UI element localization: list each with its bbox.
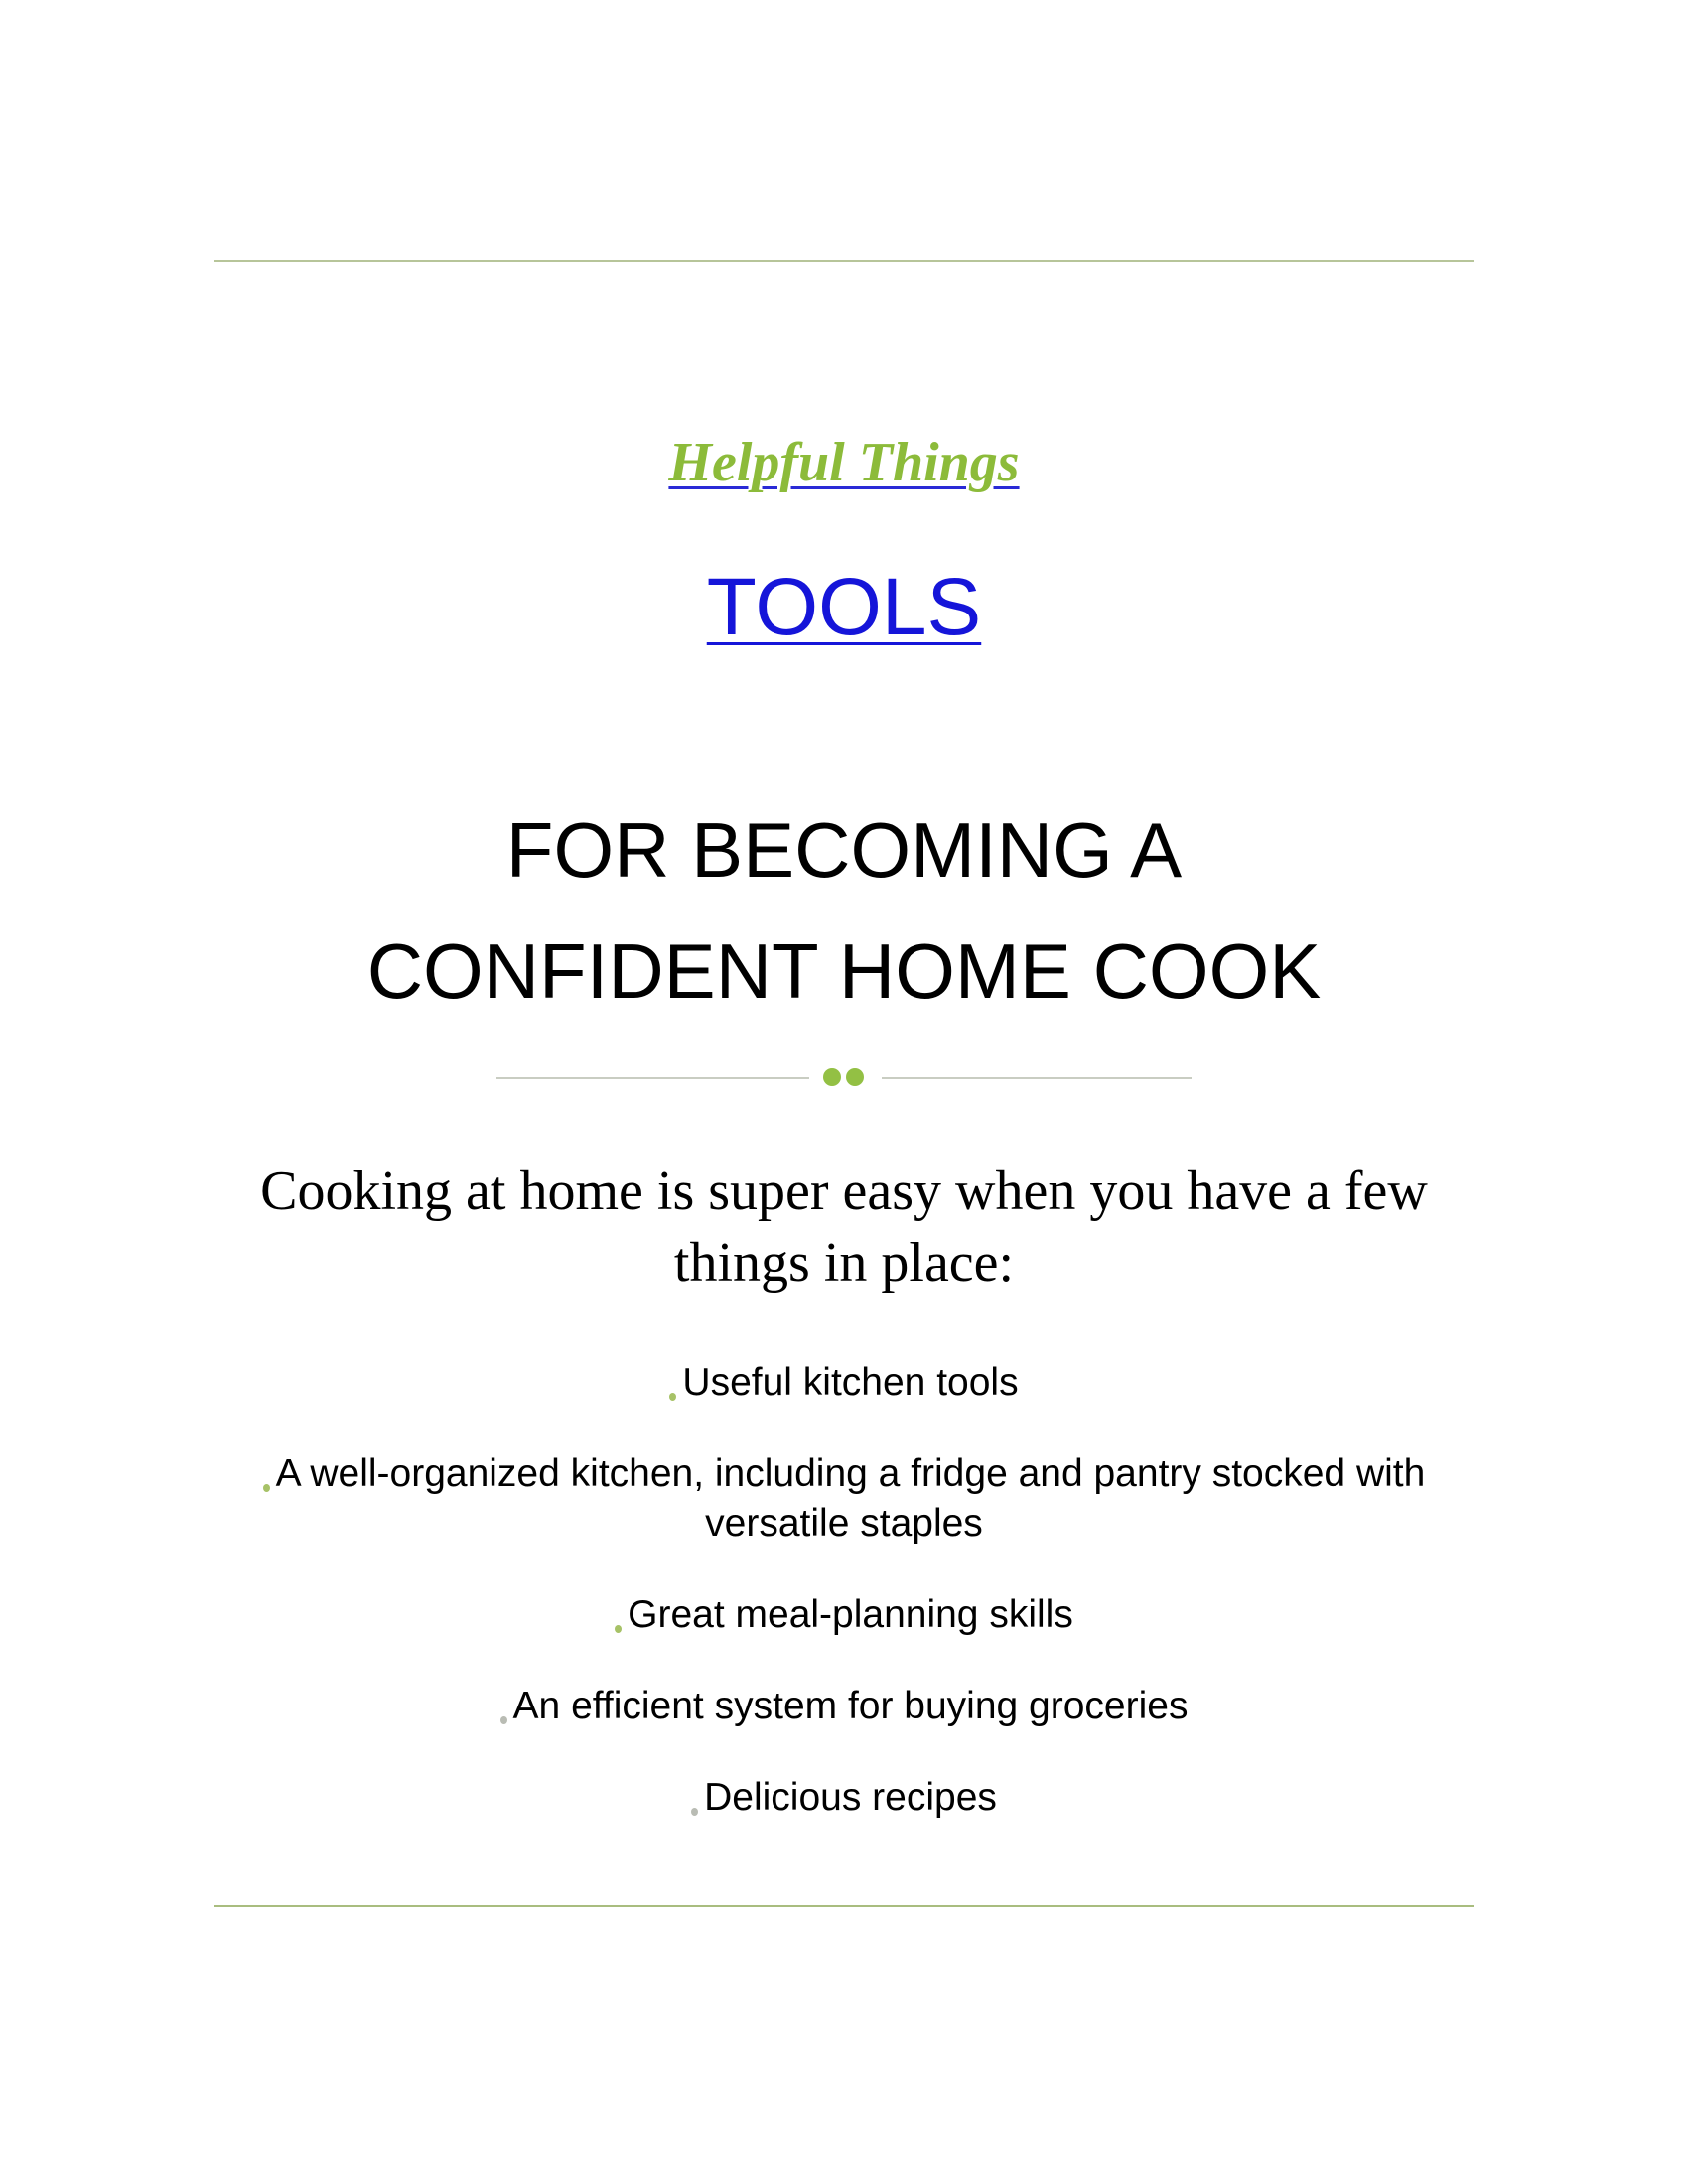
list-item-label: An efficient system for buying groceries bbox=[512, 1685, 1189, 1727]
bullet-icon bbox=[263, 1484, 270, 1492]
list-item-label: A well-organized kitchen, including a fridge and pantry stocked with versatile staples bbox=[275, 1452, 1426, 1545]
bullet-icon bbox=[691, 1808, 698, 1816]
bullet-icon bbox=[669, 1393, 676, 1401]
list-item bbox=[209, 1590, 1479, 1640]
list-item bbox=[209, 1358, 1479, 1408]
divider-line-left bbox=[496, 1077, 809, 1079]
top-rule bbox=[214, 260, 1474, 262]
list-item bbox=[209, 1773, 1479, 1823]
helpful-things-link[interactable]: Helpful Things bbox=[668, 432, 1020, 493]
page-headline bbox=[0, 789, 1688, 1031]
headline-line-1: FOR BECOMING A bbox=[505, 806, 1183, 893]
list-item bbox=[209, 1449, 1479, 1549]
bullet-icon bbox=[615, 1625, 622, 1633]
list-item-label: Delicious recipes bbox=[704, 1776, 997, 1819]
headline-line-2: CONFIDENT HOME COOK bbox=[366, 927, 1322, 1015]
list-item-label: Useful kitchen tools bbox=[682, 1361, 1019, 1404]
dot-ornament-icon bbox=[823, 1068, 841, 1086]
intro-paragraph: Cooking at home is super easy when you have a few things in place: bbox=[260, 1160, 1428, 1294]
tools-link[interactable]: TOOLS bbox=[706, 562, 982, 652]
helpful-things-list bbox=[209, 1358, 1479, 1864]
bullet-icon bbox=[500, 1716, 507, 1724]
dot-ornament-icon bbox=[846, 1068, 864, 1086]
ornament-divider bbox=[0, 1077, 1688, 1079]
divider-line-right bbox=[882, 1077, 1192, 1079]
list-item-label: Great meal-planning skills bbox=[628, 1593, 1073, 1636]
list-item bbox=[209, 1682, 1479, 1731]
bottom-rule bbox=[214, 1905, 1474, 1907]
